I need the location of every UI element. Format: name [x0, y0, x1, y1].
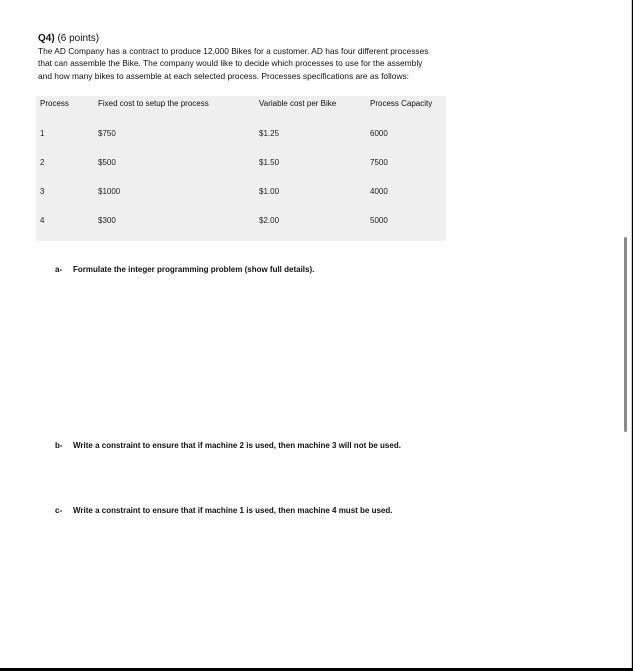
intro-line: and how many bikes to assemble at each selected process. Processes specifications are as follows:: [38, 70, 410, 81]
table-cell-fixed-cost: $300: [98, 216, 116, 225]
part-a-label: a-: [55, 265, 63, 274]
question-title: [38, 33, 99, 44]
table-cell-process: 2: [40, 158, 45, 167]
part-a-text: Formulate the integer programming problem (show full details).: [73, 265, 315, 274]
table-cell-fixed-cost: $500: [98, 158, 116, 167]
table-cell-process: 1: [40, 129, 45, 138]
part-c: [55, 506, 392, 515]
table-cell-variable-cost: $1.25: [259, 129, 280, 138]
part-b: [55, 441, 401, 450]
header-variable-cost: Variable cost per Bike: [259, 99, 337, 108]
table-cell-variable-cost: $2.00: [259, 216, 280, 225]
vertical-scrollbar[interactable]: [624, 237, 627, 432]
table-cell-variable-cost: $1.50: [259, 158, 280, 167]
question-number: Q4): [38, 33, 55, 44]
table-cell-capacity: 4000: [370, 187, 388, 196]
table-cell-fixed-cost: $750: [98, 129, 116, 138]
question-points: (6 points): [57, 33, 100, 44]
table-cell-capacity: 7500: [370, 158, 388, 167]
header-fixed-cost: Fixed cost to setup the process: [98, 99, 209, 108]
part-a: [55, 265, 314, 274]
intro-line: The AD Company has a contract to produce 12,000 Bikes for a customer. AD has four different processes: [38, 46, 429, 56]
part-c-label: c-: [55, 506, 63, 515]
table-cell-capacity: 5000: [370, 216, 388, 225]
header-process: Process: [40, 99, 69, 108]
table-cell-fixed-cost: $1000: [98, 187, 121, 196]
table-cell-process: 3: [40, 187, 45, 196]
part-c-text: Write a constraint to ensure that if machine 1 is used, then machine 4 must be used.: [73, 506, 393, 515]
table-cell-capacity: 6000: [370, 129, 388, 138]
table-cell-variable-cost: $1.00: [259, 187, 280, 196]
table-cell-process: 4: [40, 216, 45, 225]
question-intro: [38, 45, 508, 82]
header-capacity: Process Capacity: [370, 99, 433, 108]
intro-line: that can assemble the Bike. The company would like to decide which processes to use for the assembly: [38, 58, 423, 69]
part-b-text: Write a constraint to ensure that if machine 2 is used, then machine 3 will not be used.: [73, 441, 401, 450]
part-b-label: b-: [55, 441, 63, 450]
